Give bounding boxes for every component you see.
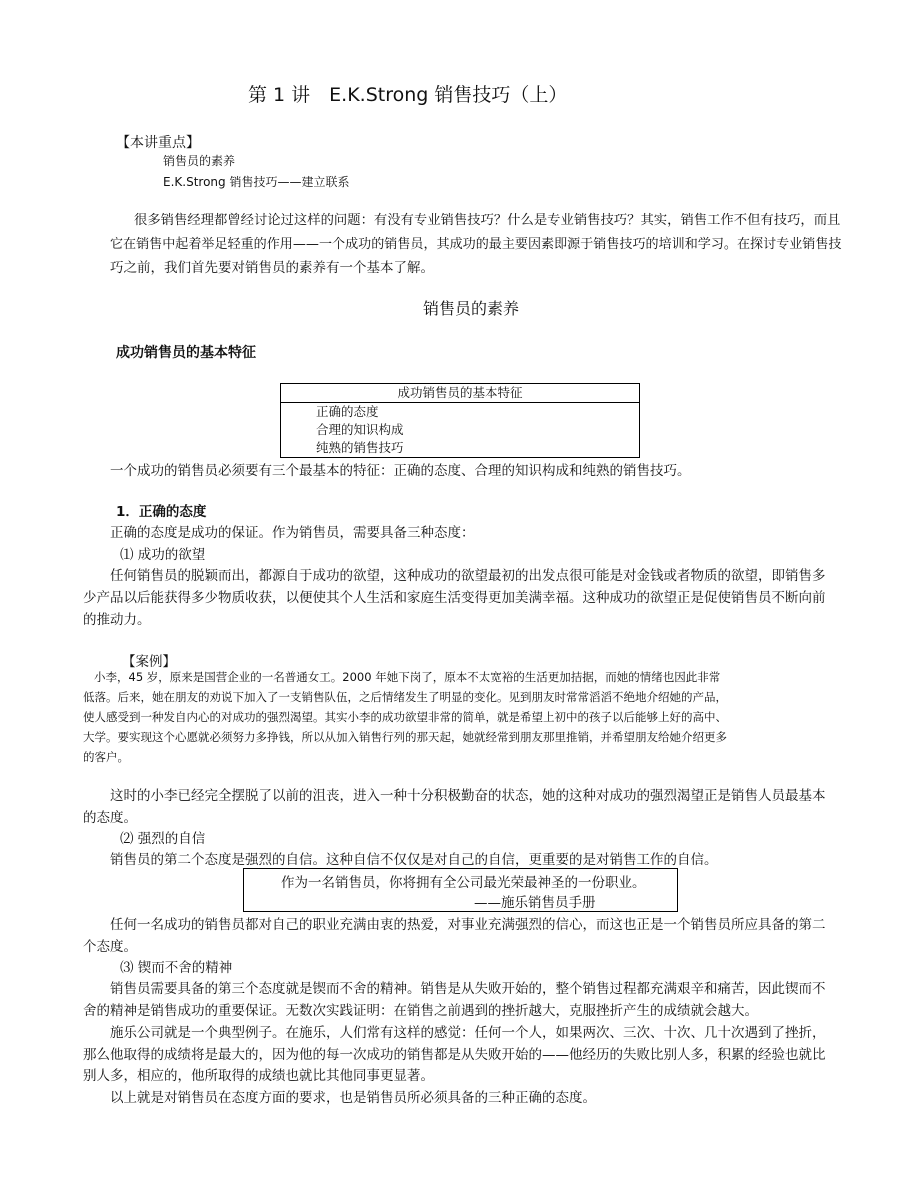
persistence-p2-line: 施乐公司就是一个典型例子。在施乐，人们常有这样的感觉：任何一个人，如果两次、三次、十次、几十次遇到了挫折， [110, 1025, 826, 1041]
key-point-item: 销售员的素养 [163, 154, 236, 168]
intro-line: 很多销售经理都曾经讨论过这样的问题：有没有专业销售技巧？什么是专业销售技巧？其实，销售工作不但有技巧，而且 [134, 213, 841, 228]
section-title: 销售员的素养 [423, 299, 520, 318]
page-title: 第 1 讲 E.K.Strong 销售技巧（上） [248, 84, 568, 106]
quote-source: ——施乐销售员手册 [474, 895, 596, 911]
key-points-label: 【本讲重点】 [116, 135, 200, 151]
traits-box-header: 成功销售员的基本特征 [281, 384, 639, 403]
case-line: 低落。后来，她在朋友的劝说下加入了一支销售队伍，之后情绪发生了明显的变化。见到朋友时常常滔滔不绝地介绍她的产品， [83, 690, 727, 704]
case-line: 小李，45 岁，原来是国营企业的一名普通女工。2000 年她下岗了，原本不太宽裕的生活更加拮据，而她的情绪也因此非常 [94, 670, 721, 684]
attitude-sub1-line: 任何销售员的脱颖而出，都源自于成功的欲望，这种成功的欲望最初的出发点很可能是对金钱或者物质的欲望，即销售多 [110, 568, 826, 584]
traits-box-item: 正确的态度 [316, 404, 379, 419]
quote-text: 作为一名销售员，你将拥有全公司最光荣最神圣的一份职业。 [281, 875, 646, 891]
persistence-p1-line: 销售员需要具备的第三个态度就是锲而不舍的精神。销售是从失败开始的，整个销售过程都充满艰辛和痛苦，因此锲而不 [110, 981, 826, 997]
traits-box-item: 纯熟的销售技巧 [316, 440, 404, 455]
attitude-heading: 1．正确的态度 [116, 504, 207, 520]
after-case-line: 这时的小李已经完全摆脱了以前的沮丧，进入一种十分积极勤奋的状态，她的这种对成功的强烈渴望正是销售人员最基本 [110, 788, 826, 804]
subheading: 成功销售员的基本特征 [116, 345, 256, 361]
case-label: 【案例】 [122, 654, 176, 670]
after-case-line: 的态度。 [83, 810, 137, 826]
confidence-line: 销售员的第二个态度是强烈的自信。这种自信不仅仅是对自己的自信，更重要的是对销售工作的自信。 [110, 852, 718, 868]
traits-summary: 一个成功的销售员必须要有三个最基本的特征：正确的态度、合理的知识构成和纯熟的销售技巧。 [110, 463, 691, 479]
attitude-sub1-heading: ⑴ 成功的欲望 [120, 547, 206, 563]
confidence-after-line: 任何一名成功的销售员都对自己的职业充满由衷的热爱，对事业充满强烈的信心，而这也正是一个销售员所应具备的第二 [110, 917, 826, 933]
attitude-sub1-line: 的推动力。 [83, 612, 151, 628]
attitude-sub1-line: 少产品以后能获得多少物质收获，以便使其个人生活和家庭生活变得更加美满幸福。这种成功的欲望正是促使销售员不断向前 [83, 590, 826, 606]
traits-box [280, 383, 640, 458]
confidence-heading: ⑵ 强烈的自信 [120, 831, 206, 847]
intro-line: 巧之前，我们首先要对销售员的素养有一个基本了解。 [110, 260, 434, 276]
case-line: 使人感受到一种发自内心的对成功的强烈渴望。其实小李的成功欲望非常的简单，就是希望上初中的孩子以后能够上好的高中、 [83, 710, 727, 724]
persistence-p2-line: 别人多，相应的，他所取得的成绩也就比其他同事更显著。 [83, 1068, 434, 1084]
persistence-conclusion: 以上就是对销售员在态度方面的要求，也是销售员所必须具备的三种正确的态度。 [110, 1090, 596, 1106]
persistence-p2-line: 那么他取得的成绩将是最大的，因为他的每一次成功的销售都是从失败开始的——他经历的失败比别人多，积累的经验也就比 [83, 1047, 826, 1063]
persistence-p1-line: 舍的精神是销售成功的重要保证。无数次实践证明：在销售之前遇到的挫折越大，克服挫折产生的成绩就会越大。 [83, 1003, 758, 1019]
case-line: 大学。要实现这个心愿就必须努力多挣钱，所以从加入销售行列的那天起，她就经常到朋友那里推销，并希望朋友给她介绍更多 [83, 730, 727, 744]
key-point-item: E.K.Strong 销售技巧——建立联系 [163, 175, 350, 189]
quote-box [243, 868, 678, 912]
confidence-after-line: 个态度。 [83, 939, 137, 955]
persistence-heading: ⑶ 锲而不舍的精神 [120, 960, 233, 976]
case-line: 的客户。 [83, 750, 129, 764]
intro-line: 它在销售中起着举足轻重的作用——一个成功的销售员，其成功的最主要因素即源于销售技巧的培训和学习。在探讨专业销售技 [110, 237, 842, 252]
traits-box-item: 合理的知识构成 [316, 422, 404, 437]
attitude-intro: 正确的态度是成功的保证。作为销售员，需要具备三种态度： [110, 525, 475, 541]
